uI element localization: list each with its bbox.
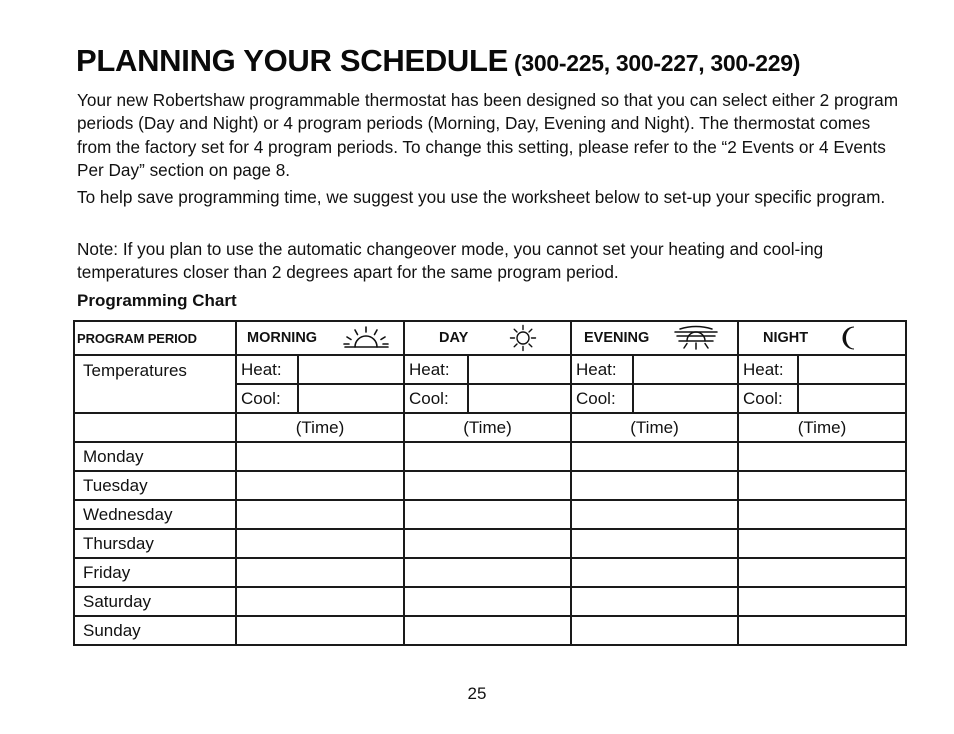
time-cell-day[interactable] [404,500,571,529]
time-cell-day[interactable] [404,616,571,645]
time-cell-morning[interactable] [236,500,404,529]
day-name: Thursday [74,529,236,558]
sun-icon [509,324,537,352]
time-header-row [74,413,906,442]
programming-chart-heading: Programming Chart [77,291,237,310]
cool-field-night[interactable] [798,384,906,413]
day-row-tuesday [74,471,906,500]
period-label-night: NIGHT [763,330,809,346]
time-cell-night[interactable] [738,587,906,616]
day-name: Sunday [74,616,236,645]
program-period-header: PROGRAM PERIOD [74,321,236,355]
time-cell-morning[interactable] [236,442,404,471]
time-cell-night[interactable] [738,500,906,529]
cool-field-evening[interactable] [633,384,738,413]
heat-field-night[interactable] [798,355,906,384]
heat-row [74,355,906,384]
time-cell-day[interactable] [404,471,571,500]
time-cell-night[interactable] [738,529,906,558]
time-cell-day[interactable] [404,442,571,471]
time-cell-day[interactable] [404,587,571,616]
day-name: Monday [74,442,236,471]
day-name: Wednesday [74,500,236,529]
period-label-morning: MORNING [247,330,318,346]
intro-paragraph: Your new Robertshaw programmable thermostat has been designed so that you can select either 2 program periods (Day and Night) or 4 program periods (Morning, Day, Evening and Night). The thermostat comes from the factory set for 4 program periods. To change this setting, please refer to the “2 Events or 4 Events Per Day” section on page 8. [77,90,899,180]
time-label-morning: (Time) [236,413,404,442]
sunrise-icon [341,325,391,353]
page-title-models: (300-225, 300-227, 300-229) [514,50,801,76]
heat-label-evening: Heat: [571,355,633,384]
heat-field-evening[interactable] [633,355,738,384]
cool-label-night: Cool: [738,384,798,413]
time-cell-evening[interactable] [571,529,738,558]
time-cell-morning[interactable] [236,616,404,645]
period-header-morning [236,321,404,355]
day-name: Friday [74,558,236,587]
time-cell-night[interactable] [738,442,906,471]
time-row-label-cell [74,413,236,442]
moon-icon [841,325,859,351]
day-name: Tuesday [74,471,236,500]
page-title [76,42,800,79]
cool-field-morning[interactable] [298,384,404,413]
time-cell-night[interactable] [738,616,906,645]
page-title-main: PLANNING YOUR SCHEDULE [76,43,509,78]
cool-label-morning: Cool: [236,384,298,413]
time-label-night: (Time) [738,413,906,442]
sunset-icon [672,324,720,352]
time-cell-day[interactable] [404,558,571,587]
time-cell-evening[interactable] [571,616,738,645]
heat-field-day[interactable] [468,355,571,384]
period-label-day: DAY [439,330,469,346]
time-cell-evening[interactable] [571,442,738,471]
time-cell-evening[interactable] [571,587,738,616]
period-header-evening [571,321,738,355]
note-paragraph: Note: If you plan to use the automatic changeover mode, you cannot set your heating and cool-ing temperatures closer than 2 degrees apart for the same program period. [77,239,824,283]
page-number: 25 [467,684,487,703]
heat-field-morning[interactable] [298,355,404,384]
chart-header-row [74,321,906,355]
programming-chart-table [73,320,907,646]
period-header-day [404,321,571,355]
time-cell-morning[interactable] [236,529,404,558]
period-header-night [738,321,906,355]
day-row-monday [74,442,906,471]
cool-label-evening: Cool: [571,384,633,413]
time-cell-morning[interactable] [236,587,404,616]
time-cell-morning[interactable] [236,558,404,587]
day-name: Saturday [74,587,236,616]
cool-field-day[interactable] [468,384,571,413]
time-cell-night[interactable] [738,471,906,500]
day-row-friday [74,558,906,587]
temperatures-label: Temperatures [74,355,236,413]
time-cell-evening[interactable] [571,471,738,500]
time-label-evening: (Time) [571,413,738,442]
worksheet-paragraph: To help save programming time, we suggest you use the worksheet below to set-up your specific program. [77,187,886,207]
time-cell-morning[interactable] [236,471,404,500]
day-row-sunday [74,616,906,645]
time-label-day: (Time) [404,413,571,442]
time-cell-evening[interactable] [571,500,738,529]
day-row-saturday [74,587,906,616]
time-cell-night[interactable] [738,558,906,587]
time-cell-evening[interactable] [571,558,738,587]
heat-label-night: Heat: [738,355,798,384]
heat-label-morning: Heat: [236,355,298,384]
cool-label-day: Cool: [404,384,468,413]
heat-label-day: Heat: [404,355,468,384]
day-row-thursday [74,529,906,558]
day-row-wednesday [74,500,906,529]
period-label-evening: EVENING [584,330,650,346]
time-cell-day[interactable] [404,529,571,558]
